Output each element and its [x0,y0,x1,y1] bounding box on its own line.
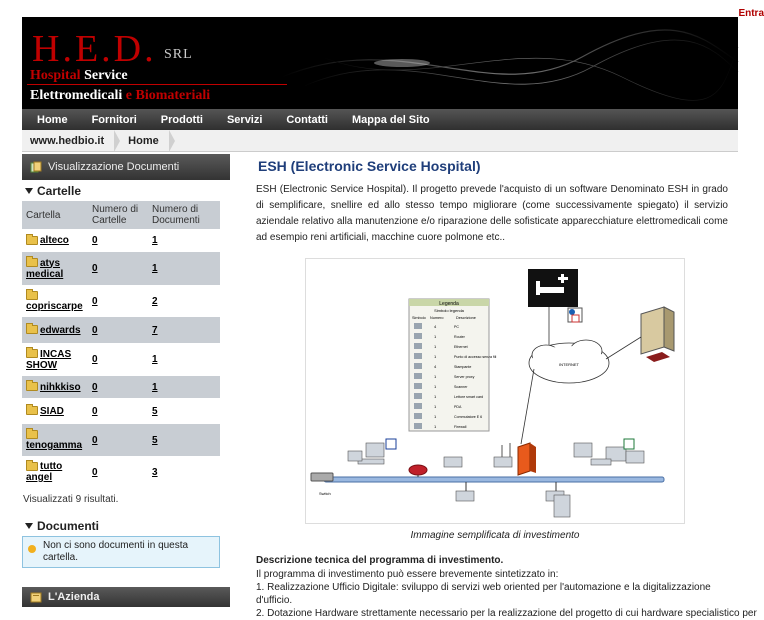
legend-count: 4 [434,364,437,369]
legend-count: 1 [434,394,437,399]
table-row [22,229,220,252]
server-proxy-icon [554,495,570,517]
folder-link[interactable]: edwards [40,324,81,336]
legend-count: 1 [434,374,437,379]
description-line: Il programma di investimento può essere brevemente sintetizzato in: [256,569,559,580]
results-count: Visualizzati 9 risultati. [23,494,119,505]
internet-label: INTERNET [559,362,579,367]
legend-count: 1 [434,404,437,409]
folders-table [22,201,220,488]
description-title: Descrizione tecnica del programma di investimento. [256,555,504,566]
legend-symbol-icon [414,383,422,389]
nav-servizi[interactable]: Servizi [226,113,263,126]
no-documents-notice: Non ci sono documenti in questa cartella. [22,536,220,568]
folder-link[interactable]: atys medical [26,257,64,280]
legend-col-descrizione: Descrizione [456,316,476,320]
printer-icon [348,451,362,461]
legend-symbol-icon [414,343,422,349]
table-row [22,285,220,317]
legend-count: 1 [434,354,437,359]
folder-link[interactable]: SIAD [40,405,64,417]
table-row [22,398,220,424]
legend-description: Commutatore E 6 [454,415,483,419]
nav-home[interactable]: Home [37,113,68,126]
firewall-icon [518,443,536,475]
folder-count-link[interactable]: 0 [92,381,98,393]
collapse-arrow-icon [25,188,33,194]
document-count-link[interactable]: 1 [152,354,158,365]
legend-description: Stampante [454,365,472,369]
document-count-link[interactable]: 3 [152,466,158,478]
folder-icon [26,382,38,391]
folder-link[interactable]: copriscarpe [26,301,83,312]
legend-symbol-icon [414,323,422,329]
col-cartella: Cartella [22,201,88,229]
legend-description: Firewall [454,425,467,429]
globe-icon [569,309,575,315]
azienda-icon [30,591,42,603]
printer-icon [456,491,474,501]
nav-mappa-del-sito[interactable]: Mappa del Sito [351,113,430,126]
excel-icon [624,439,634,449]
legend-count: 1 [434,384,437,389]
documents-icon [30,161,42,173]
folder-icon [26,236,38,245]
legend-symbol-icon [414,393,422,399]
sidebar [22,154,230,607]
pc-icon [626,451,644,463]
table-row [22,343,220,376]
folder-count-link[interactable]: 0 [92,434,98,446]
folder-count-link[interactable]: 0 [92,235,98,246]
folder-link[interactable]: nihkkiso [40,381,81,393]
folder-count-link[interactable]: 0 [92,295,98,307]
documents-section-title[interactable]: Documenti [25,519,230,533]
folder-icon [26,325,38,334]
intro-paragraph: ESH (Electronic Service Hospital). Il progetto prevede l'acquisto di un software Denominato ESH in grado di semplificare, snellire ed allo stesso tempo migliorare (come successivamente spiegato) il servizio aziendale relativo alla manutenzione e/o riparazione delle sofisticate apparecchiature elettromedicali come ad esempio reni artificiali, macchine cuore polmone etc.. [256,184,728,243]
pc-icon [574,443,592,457]
switch-icon [311,473,333,481]
legend-box [409,299,497,431]
legend-count: 1 [434,414,437,419]
office-icon [572,315,579,322]
collapse-arrow-icon [25,523,33,529]
folder-link[interactable]: tenogamma [26,440,83,451]
logo-text: H.E.D. [32,28,157,70]
legend-symbol-icon [414,373,422,379]
document-count-link[interactable]: 1 [152,381,158,393]
legend-description: PC [454,325,459,329]
folder-count-link[interactable]: 0 [92,263,98,274]
table-row [22,317,220,343]
legend-description: Router [454,335,465,339]
legend-description: Punto di accesso senza fili [454,355,497,359]
site-header [22,17,738,109]
legend-description: Scanner [454,385,468,389]
tagline-2: Elettromedicali e Biomateriali [30,88,211,103]
folder-count-link[interactable]: 0 [92,324,98,336]
ethernet-bus [324,477,664,482]
document-count-link[interactable]: 7 [152,324,158,336]
document-count-link[interactable]: 5 [152,434,158,446]
folder-icon [26,258,38,267]
folder-icon [26,462,38,471]
legend-symbol-icon [414,333,422,339]
nav-prodotti[interactable]: Prodotti [160,113,203,126]
nav-contatti[interactable]: Contatti [286,113,328,126]
azienda-panel-header[interactable]: L'Azienda [22,587,230,607]
folders-section-title[interactable]: Cartelle [25,184,230,198]
legend-description: PDA [454,405,462,409]
router-icon [409,465,427,475]
folder-link[interactable]: INCAS SHOW [26,348,72,371]
legend-description: Server proxy [454,375,475,379]
table-row [22,456,220,488]
page-title: ESH (Electronic Service Hospital) [258,158,481,174]
breadcrumb-site[interactable]: www.hedbio.it [30,134,105,147]
description-line: 1. Realizzazione Ufficio Digitale: sviluppo di servizi web oriented per l'automazione e la digitalizzazione d'ufficio. [256,582,711,606]
legend-symbol-icon [414,403,422,409]
documents-panel-header: Visualizzazione Documenti [22,154,230,180]
connector [521,369,534,444]
pc-icon [366,443,384,457]
breadcrumb-home[interactable]: Home [128,134,159,147]
folder-count-link[interactable]: 0 [92,405,98,417]
folder-icon [26,406,38,415]
breadcrumb-separator [169,130,175,152]
top-bar [0,0,764,19]
legend-title: Legenda [439,301,459,307]
folder-count-link[interactable]: 0 [92,354,98,365]
folder-link[interactable]: tutto angel [26,461,63,483]
document-count-link[interactable]: 1 [152,235,158,246]
network-diagram-figure [305,258,685,524]
description-text [256,568,757,620]
connector [606,337,641,359]
legend-col-simbolo: Simbolo [412,316,426,320]
printer-icon [444,457,462,467]
legend-count: 1 [434,424,437,429]
col-numero-cartelle: Numero di Cartelle [88,201,148,229]
hospital-bed-icon [528,269,578,307]
main-content [252,154,757,620]
folder-icon [26,430,38,439]
table-row [22,252,220,285]
word-icon [386,439,396,449]
breadcrumb [22,130,738,152]
scanner-icon [494,457,512,467]
legend-symbol-icon [414,423,422,429]
legend-count: 1 [434,334,437,339]
col-numero-documenti: Numero di Documenti [148,201,220,229]
legend-count: 1 [434,344,437,349]
figure-caption: Immagine semplificata di investimento [410,530,580,541]
logo-suffix: SRL [164,47,193,62]
table-row [22,424,220,456]
table-row [22,376,220,398]
legend-description: Ethernet [454,345,468,349]
server-icon [641,307,674,362]
document-count-link[interactable]: 1 [152,263,158,274]
legend-subtitle: Simbolo legenda [434,308,464,313]
legend-symbol-icon [414,353,422,359]
folder-count-link[interactable]: 0 [92,466,98,478]
legend-symbol-icon [414,413,422,419]
tagline-divider [27,84,287,85]
document-count-link[interactable]: 2 [152,295,158,307]
folder-icon [26,349,38,358]
switch-label: Switch [319,491,331,496]
folder-icon [26,291,38,300]
keyboard-icon [591,459,611,465]
legend-symbol-icon [414,363,422,369]
document-count-link[interactable]: 5 [152,405,158,417]
legend-col-numero: Numero [430,316,444,320]
login-link[interactable]: Entra [738,8,764,19]
nav-fornitori[interactable]: Fornitori [91,113,137,126]
description-line: 2. Dotazione Hardware strettamente necessario per la realizzazione del progetto di cui hardware specialistico per [256,608,757,619]
network-diagram [306,259,684,523]
legend-count: 4 [434,324,437,329]
tagline-1: Hospital Service [30,68,128,83]
lightbulb-icon [28,545,36,553]
folder-link[interactable]: alteco [40,235,69,246]
main-nav [22,109,738,130]
legend-description: Lettore smart card [454,395,484,399]
internet-cloud [529,340,609,383]
